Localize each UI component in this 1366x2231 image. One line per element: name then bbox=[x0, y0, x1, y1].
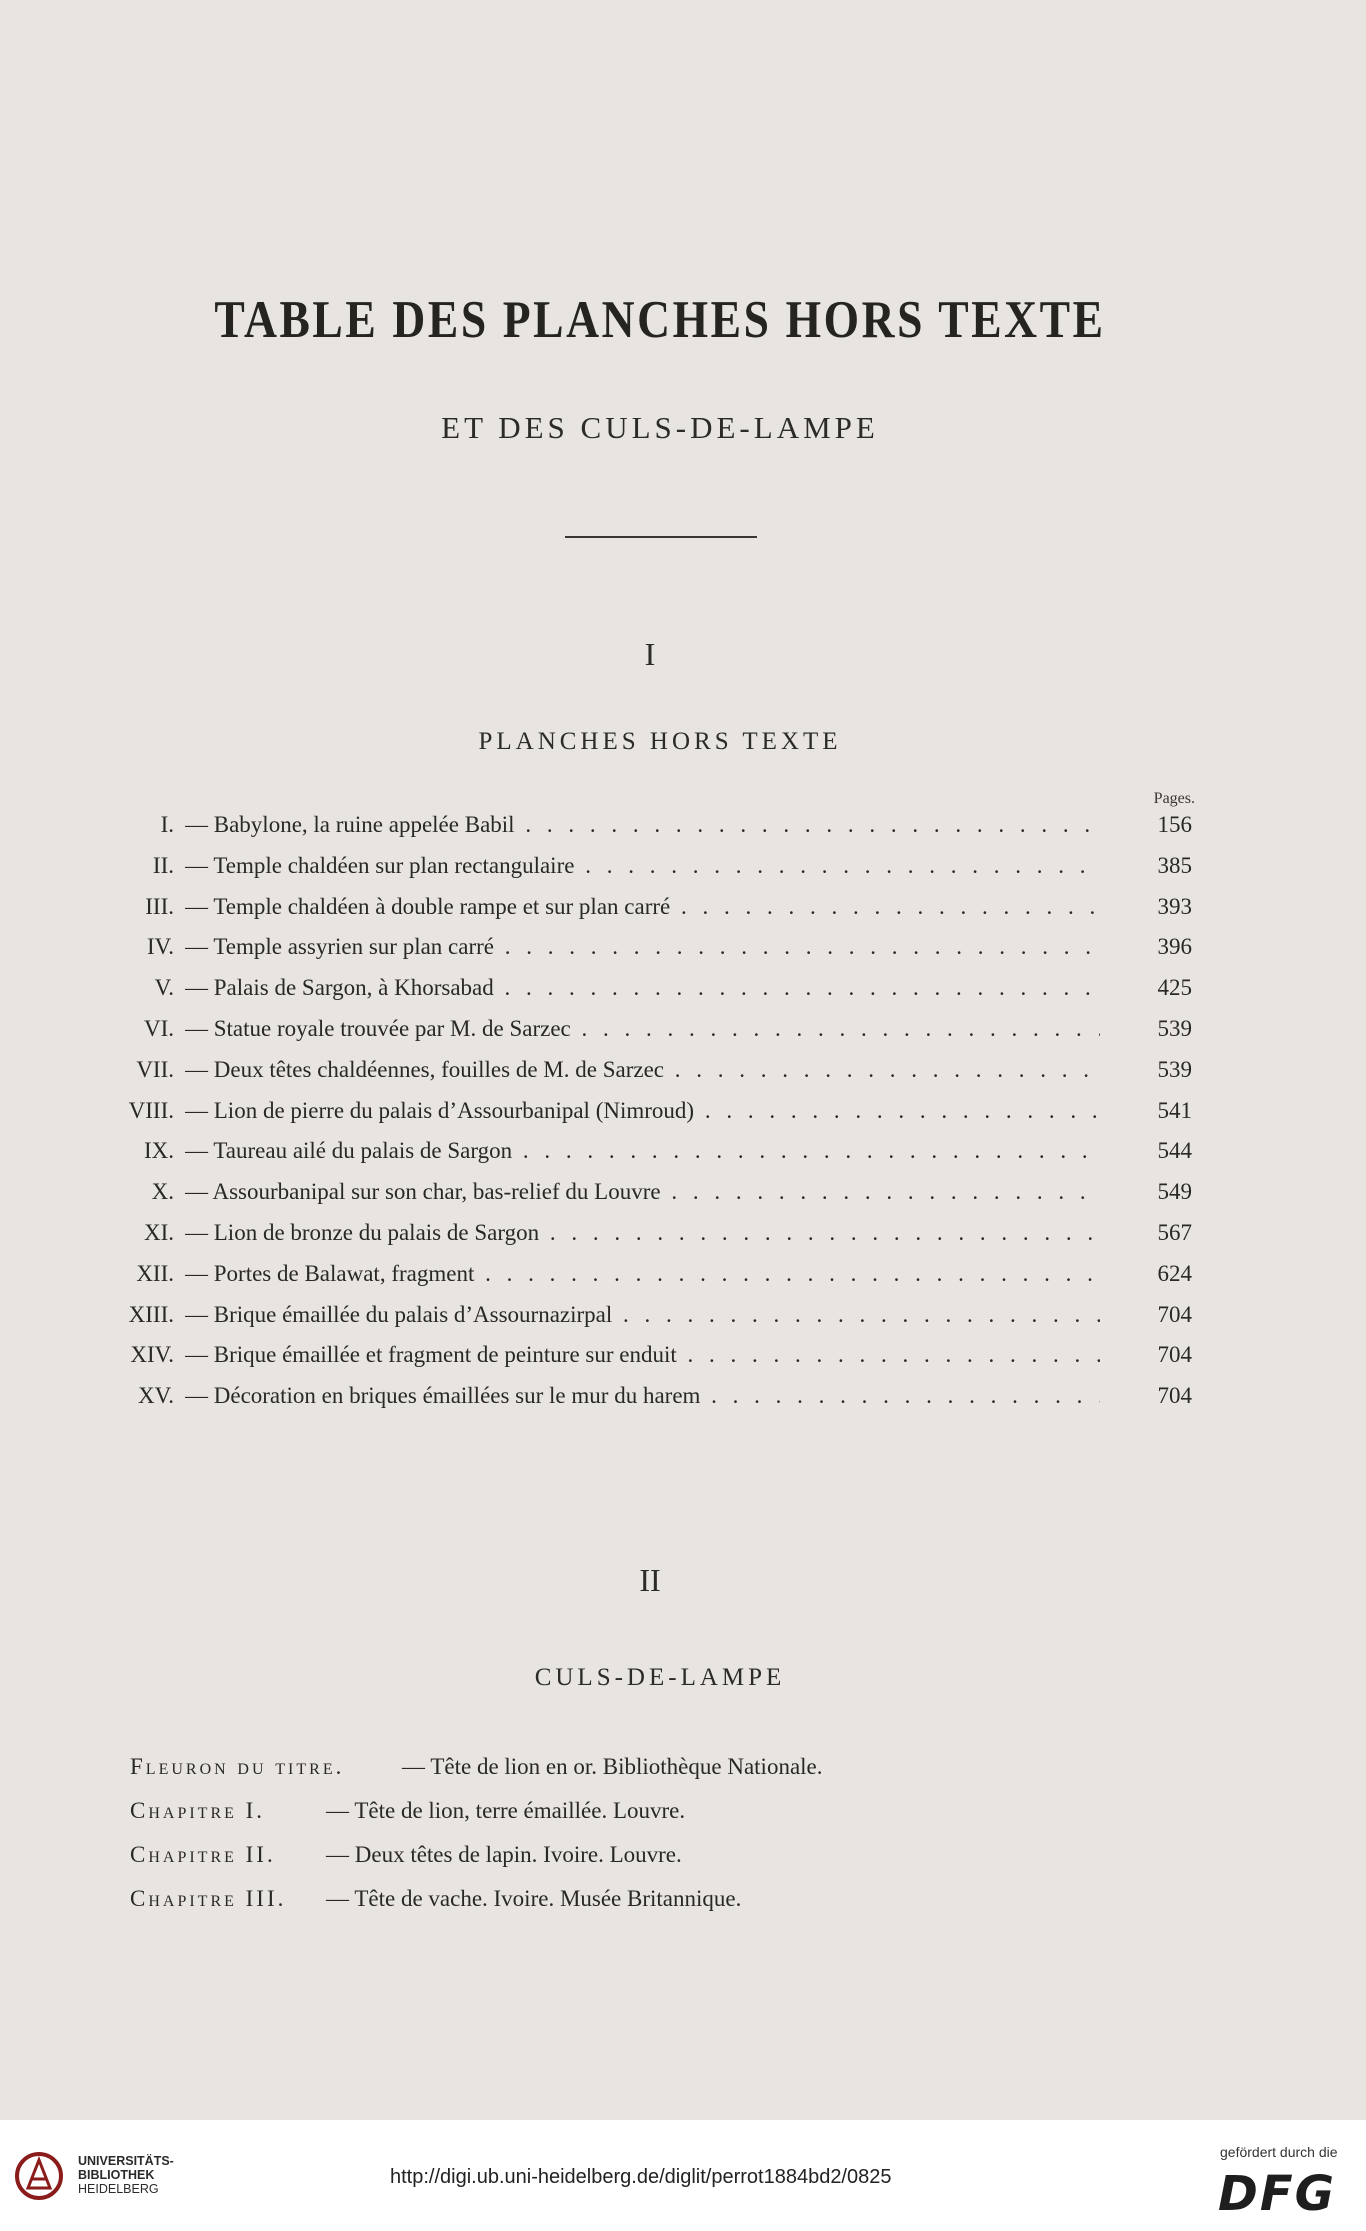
plate-title: — Babylone, la ruine appelée Babil . . . bbox=[185, 812, 1100, 838]
plate-title: — Temple assyrien sur plan carré . . . bbox=[185, 934, 1100, 960]
list-item bbox=[0, 1336, 1366, 1377]
plate-page: 704 bbox=[1157, 1342, 1192, 1368]
plate-page: 541 bbox=[1157, 1097, 1192, 1123]
list-item bbox=[0, 1255, 1366, 1296]
plate-number: IX. bbox=[143, 1138, 174, 1164]
cul-description: — Tête de vache. Ivoire. Musée Britannique. bbox=[326, 1886, 742, 1911]
cul-description: — Tête de lion, terre émaillée. Louvre. bbox=[326, 1798, 686, 1823]
list-item bbox=[0, 928, 1366, 969]
list-item bbox=[0, 969, 1366, 1010]
plate-title: — Assourbanipal sur son char, bas-relief du Louvre . . . bbox=[185, 1179, 1100, 1205]
plate-number: VIII. bbox=[128, 1097, 174, 1123]
plate-title: — Décoration en briques émaillées sur le mur du harem . . . bbox=[185, 1383, 1100, 1409]
plate-number: V. bbox=[154, 975, 174, 1001]
plate-title: — Deux têtes chaldéennes, fouilles de M. de Sarzec . . . bbox=[185, 1057, 1100, 1083]
cul-label: Chapitre I. bbox=[130, 1798, 266, 1823]
page-title: TABLE DES PLANCHES HORS TEXTE bbox=[214, 291, 1106, 349]
section-number-2: II bbox=[639, 1562, 661, 1598]
list-item bbox=[130, 1750, 1230, 1794]
plate-number: XIII. bbox=[128, 1301, 174, 1327]
plate-page: 396 bbox=[1157, 934, 1192, 960]
plate-title: — Lion de bronze du palais de Sargon . . . bbox=[185, 1220, 1100, 1246]
university-seal-icon bbox=[14, 2148, 64, 2204]
permalink-url[interactable]: http://digi.ub.uni-heidelberg.de/diglit/perrot1884bd2/0825 bbox=[390, 2166, 892, 2188]
plate-page: 567 bbox=[1157, 1219, 1192, 1245]
plate-page: 393 bbox=[1157, 893, 1192, 919]
viewer-footer bbox=[0, 2120, 1366, 2231]
cul-label: Chapitre II. bbox=[130, 1842, 276, 1867]
list-item bbox=[0, 1051, 1366, 1092]
plate-title: — Temple chaldéen à double rampe et sur plan carré . . . bbox=[185, 894, 1100, 920]
plate-number: IV. bbox=[146, 934, 174, 960]
plate-number: XI. bbox=[143, 1219, 174, 1245]
plate-page: 539 bbox=[1157, 1056, 1192, 1082]
plate-page: 549 bbox=[1157, 1179, 1192, 1205]
cul-label: Fleuron du titre. bbox=[130, 1754, 345, 1779]
plate-page: 425 bbox=[1157, 975, 1192, 1001]
cul-label: Chapitre III. bbox=[130, 1886, 287, 1911]
plate-page: 385 bbox=[1157, 852, 1192, 878]
library-name[interactable]: UNIVERSITÄTS- BIBLIOTHEK HEIDELBERG bbox=[78, 2154, 174, 2196]
plate-title: — Lion de pierre du palais d’Assourbanipal (Nimroud) . . . bbox=[185, 1098, 1100, 1124]
list-item bbox=[0, 1092, 1366, 1133]
plate-number: XII. bbox=[136, 1260, 174, 1286]
section-heading-plates: PLANCHES HORS TEXTE bbox=[478, 728, 842, 755]
plate-page: 704 bbox=[1157, 1383, 1192, 1409]
plate-number: X. bbox=[151, 1179, 174, 1205]
funding-note: gefördert durch die bbox=[1220, 2144, 1338, 2160]
cul-description: — Tête de lion en or. Bibliothèque Nationale. bbox=[402, 1754, 823, 1779]
list-item bbox=[0, 1173, 1366, 1214]
list-item bbox=[0, 847, 1366, 888]
list-item bbox=[0, 888, 1366, 929]
plates-list bbox=[0, 806, 1366, 1418]
plate-title: — Brique émaillée du palais d’Assournazirpal . . . bbox=[185, 1302, 1100, 1328]
plate-number: I. bbox=[160, 812, 174, 837]
plate-title: — Palais de Sargon, à Khorsabad . . . bbox=[185, 975, 1100, 1001]
section-number-1: I bbox=[644, 636, 656, 672]
list-item bbox=[0, 1377, 1366, 1418]
plate-title: — Statue royale trouvée par M. de Sarzec . . . bbox=[185, 1016, 1100, 1042]
plate-number: III. bbox=[145, 893, 174, 919]
plate-title: — Taureau ailé du palais de Sargon . . . bbox=[185, 1138, 1100, 1164]
list-item bbox=[130, 1882, 1230, 1926]
plate-title: — Temple chaldéen sur plan rectangulaire . . . bbox=[185, 853, 1100, 879]
plate-page: 544 bbox=[1157, 1138, 1192, 1164]
plate-title: — Portes de Balawat, fragment . . . bbox=[185, 1261, 1100, 1287]
culs-list bbox=[130, 1750, 1230, 1926]
plate-page: 624 bbox=[1157, 1260, 1192, 1286]
plate-page: 539 bbox=[1157, 1015, 1192, 1041]
list-item bbox=[0, 1010, 1366, 1051]
plate-number: VII. bbox=[136, 1056, 174, 1082]
list-item bbox=[0, 1132, 1366, 1173]
dfg-logo[interactable]: DFG bbox=[1218, 2166, 1337, 2222]
page-subtitle: ET DES CULS-DE-LAMPE bbox=[441, 410, 879, 445]
plate-number: VI. bbox=[143, 1015, 174, 1041]
list-item bbox=[130, 1794, 1230, 1838]
cul-description: — Deux têtes de lapin. Ivoire. Louvre. bbox=[326, 1842, 682, 1867]
plate-number: XV. bbox=[137, 1383, 174, 1409]
plate-title: — Brique émaillée et fragment de peinture sur enduit . . . bbox=[185, 1342, 1100, 1368]
plate-page: 156 bbox=[1157, 812, 1192, 837]
list-item bbox=[0, 1214, 1366, 1255]
list-item bbox=[0, 1296, 1366, 1337]
list-item bbox=[0, 806, 1366, 847]
plate-number: XIV. bbox=[130, 1342, 174, 1368]
section-heading-culs: CULS-DE-LAMPE bbox=[534, 1664, 786, 1691]
plate-number: II. bbox=[152, 852, 174, 878]
plate-page: 704 bbox=[1157, 1301, 1192, 1327]
title-divider bbox=[565, 536, 757, 538]
list-item bbox=[130, 1838, 1230, 1882]
pages-column-label: Pages. bbox=[1153, 790, 1195, 807]
